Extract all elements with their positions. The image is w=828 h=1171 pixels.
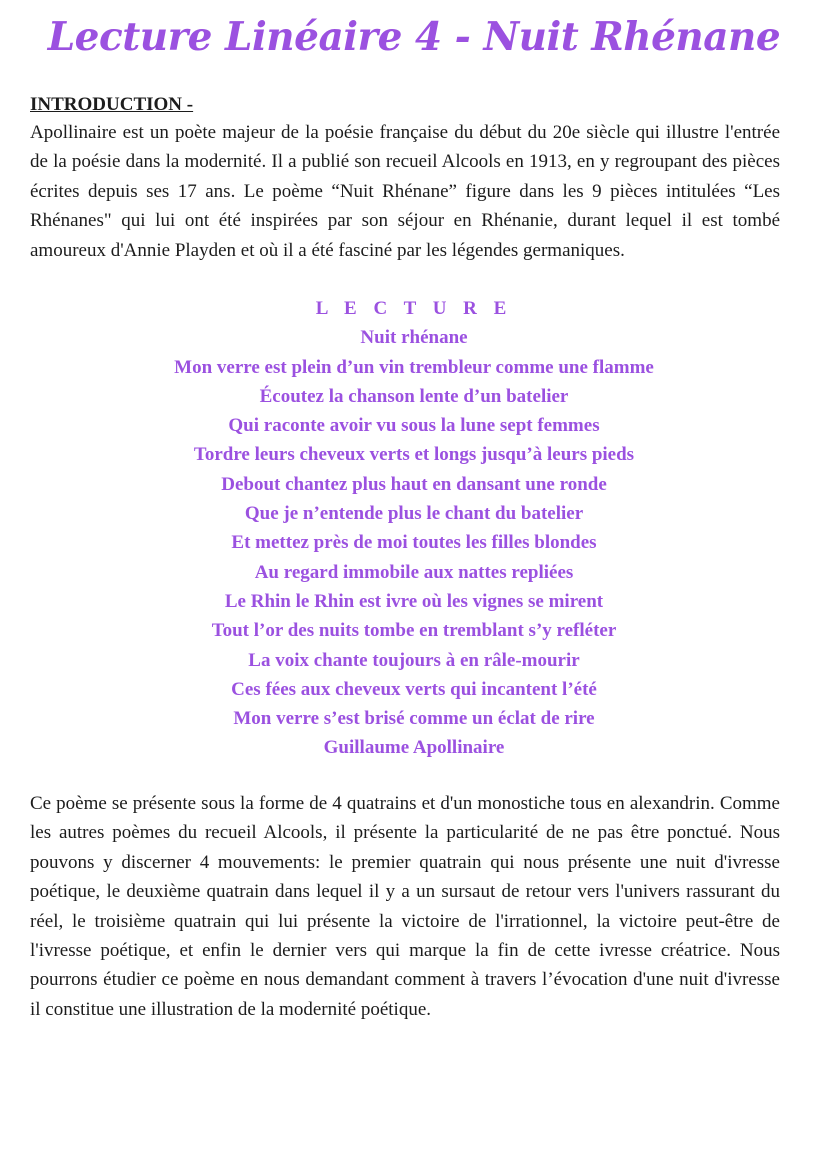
poem-line: Mon verre est plein d’un vin trembleur comme une flamme	[174, 356, 654, 378]
poem-section-label: L E C T U R E	[315, 298, 513, 319]
introduction-paragraph: Apollinaire est un poète majeur de la poésie française du début du 20e siècle qui illustre l'entrée de la poésie dans la modernité. Il a publié son recueil Alcools en 1913, en y regroupant des pièces écrites depuis ses 17 ans. Le poème “Nuit Rhénane” figure dans les 9 pièces intitulées “Les Rhénanes" qui lui ont été inspirées par son séjour en Rhénanie, durant lequel il est tombé amoureux d'Annie Playden et où il a été fasciné par les légendes germaniques.	[30, 122, 780, 261]
introduction-heading: INTRODUCTION -	[30, 94, 194, 115]
poem-line: Le Rhin le Rhin est ivre où les vignes se mirent	[224, 590, 604, 612]
poem-line: Tout l’or des nuits tombe en tremblant s’y refléter	[211, 620, 617, 642]
poem-line: Que je n’entende plus le chant du batelier	[244, 503, 584, 525]
poem-line: La voix chante toujours à en râle-mourir	[248, 649, 580, 671]
analysis-paragraph: Ce poème se présente sous la forme de 4 quatrains et d'un monostiche tous en alexandrin. Comme les autres poèmes du recueil Alcools, il présente la particularité de ne pas être ponctué. Nous pouvons y discerner 4 mouvements: le premier quatrain qui nous présente une nuit d'ivresse poétique, le deuxième quatrain dans lequel il y a un sursaut de retour vers l'univers rassurant du réel, le troisième quatrain qui lui présente la victoire de l'irrationnel, la victoire peut-être de l'ivresse poétique, et enfin le dernier vers qui marque la fin de cette ivresse créatrice. Nous pourrons étudier ce poème en nous demandant comment à travers l’évocation d'une nuit d'ivresse il constitue une illustration de la modernité poétique.	[30, 793, 780, 1020]
poem-line: Au regard immobile aux nattes repliées	[254, 561, 574, 583]
poem-line: Écoutez la chanson lente d’un batelier	[259, 385, 569, 407]
poem-line: Ces fées aux cheveux verts qui incantent l’été	[231, 678, 597, 700]
poem-line: Mon verre s’est brisé comme un éclat de rire	[233, 708, 595, 730]
poem-block	[0, 294, 828, 763]
poem-author: Guillaume Apollinaire	[323, 737, 505, 759]
page-title: Lecture Linéaire 4 - Nuit Rhénane	[47, 14, 781, 60]
poem-title: Nuit rhénane	[360, 327, 468, 349]
poem-line: Debout chantez plus haut en dansant une ronde	[221, 473, 607, 495]
poem-line: Et mettez près de moi toutes les filles blondes	[231, 532, 597, 554]
poem-line: Qui raconte avoir vu sous la lune sept femmes	[228, 415, 600, 437]
poem-line: Tordre leurs cheveux verts et longs jusqu’à leurs pieds	[193, 444, 635, 466]
